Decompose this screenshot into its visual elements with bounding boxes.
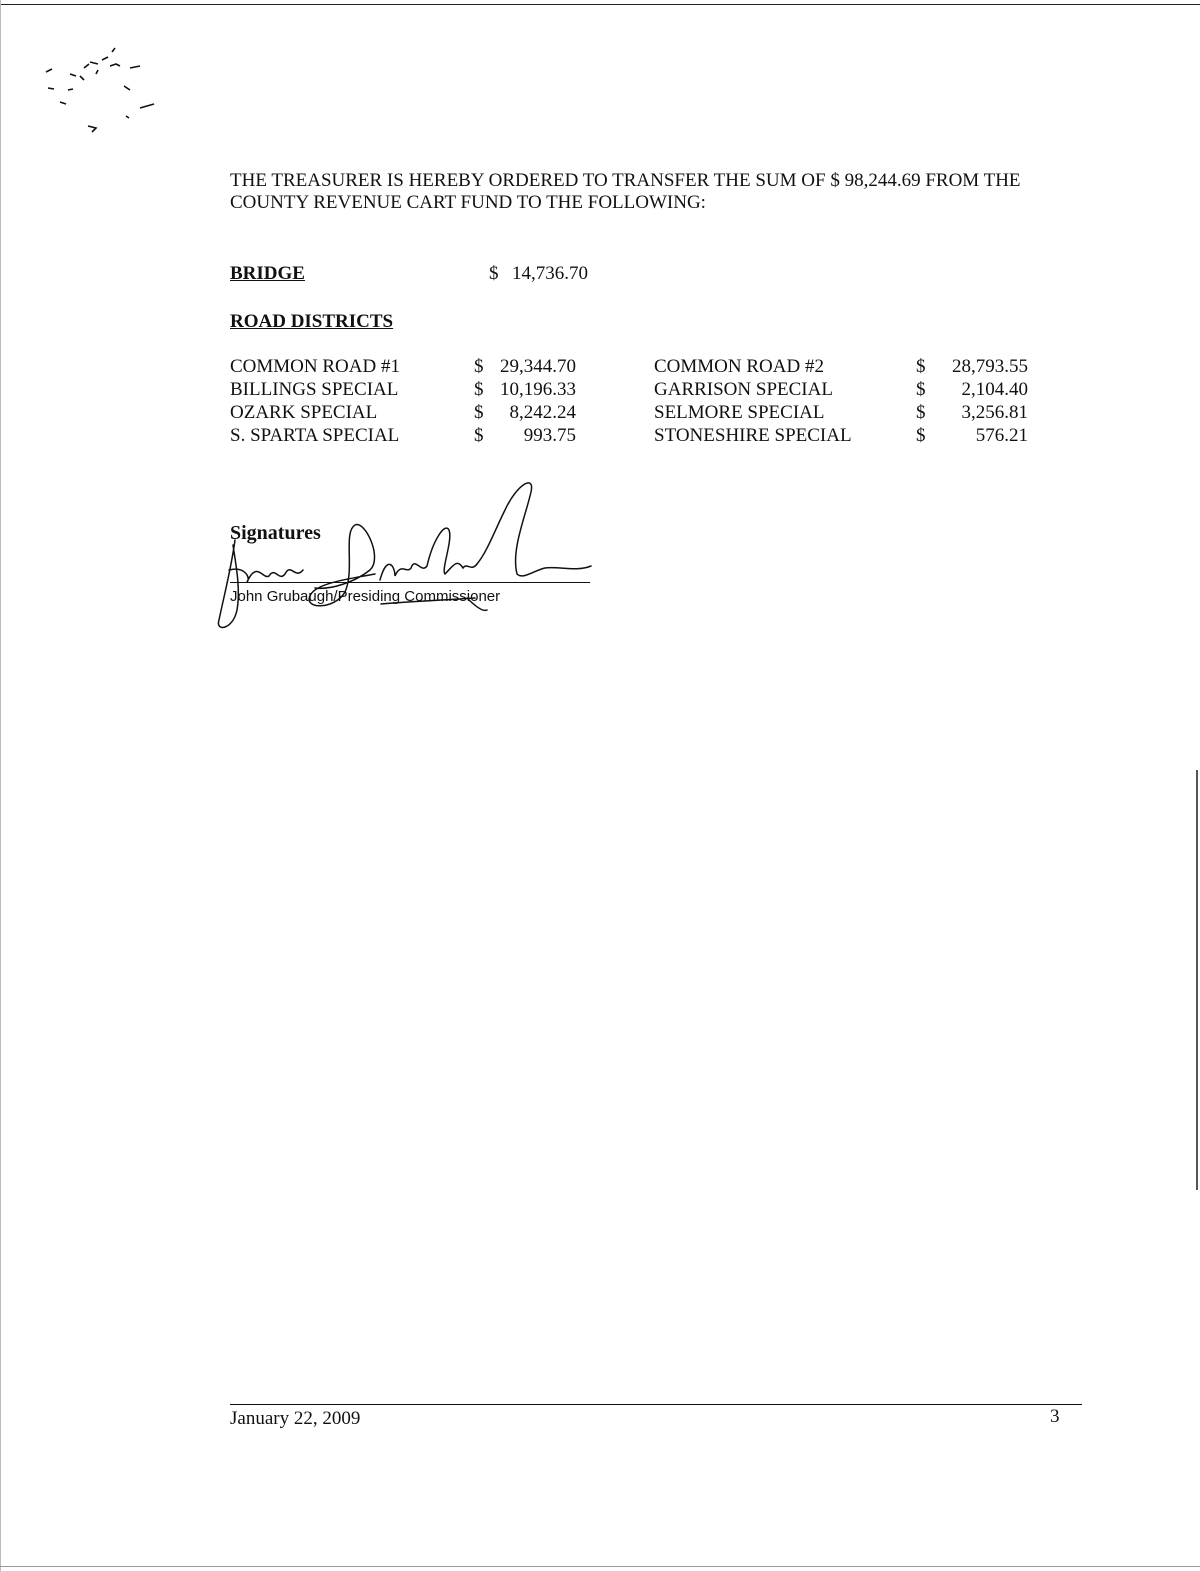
intro-line-1: THE TREASURER IS HEREBY ORDERED TO TRANSFER THE SUM OF $ 98,244.69 FROM THE (230, 170, 1021, 191)
fund-amount: 8,242.24 (509, 402, 576, 423)
bridge-amount: 14,736.70 (512, 263, 588, 284)
scan-noise-specks (40, 40, 170, 140)
fund-currency: $ (474, 379, 484, 400)
scan-edge-right (1196, 770, 1198, 1190)
road-districts-heading: ROAD DISTRICTS (230, 311, 394, 332)
handwritten-signature (205, 470, 595, 640)
fund-label: COMMON ROAD #2 (654, 356, 824, 377)
fund-currency: $ (474, 356, 484, 377)
fund-amount: 29,344.70 (500, 356, 576, 377)
intro-line-2: COUNTY REVENUE CART FUND TO THE FOLLOWING: (230, 192, 706, 213)
scan-edge-left (0, 0, 1, 1571)
fund-label: SELMORE SPECIAL (654, 402, 825, 423)
signatures-heading: Signatures (230, 522, 321, 544)
fund-label: STONESHIRE SPECIAL (654, 425, 852, 446)
transfer-order-text (230, 170, 1080, 214)
fund-currency: $ (916, 379, 926, 400)
fund-label: COMMON ROAD #1 (230, 356, 400, 377)
fund-currency: $ (474, 425, 484, 446)
signer-name: John Grubaugh/Presiding Commissioner (230, 588, 501, 605)
fund-currency: $ (916, 356, 926, 377)
bridge-heading: BRIDGE (230, 263, 305, 284)
fund-amount: 576.21 (975, 425, 1028, 446)
footer-date: January 22, 2009 (230, 1408, 361, 1429)
fund-amount: 2,104.40 (961, 379, 1028, 400)
fund-amount: 3,256.81 (961, 402, 1028, 423)
fund-label: OZARK SPECIAL (230, 402, 378, 423)
fund-amount: 28,793.55 (952, 356, 1028, 377)
fund-currency: $ (916, 425, 926, 446)
fund-label: S. SPARTA SPECIAL (230, 425, 400, 446)
footer-rule (230, 1404, 1082, 1405)
fund-amount: 10,196.33 (500, 379, 576, 400)
fund-currency: $ (916, 402, 926, 423)
fund-amount: 993.75 (523, 425, 576, 446)
fund-label: GARRISON SPECIAL (654, 379, 833, 400)
page-number: 3 (1050, 1406, 1060, 1427)
fund-currency: $ (474, 402, 484, 423)
fund-label: BILLINGS SPECIAL (230, 379, 399, 400)
scan-edge-top (0, 4, 1200, 5)
scan-edge-bottom (0, 1566, 1200, 1567)
bridge-currency: $ (489, 263, 499, 284)
